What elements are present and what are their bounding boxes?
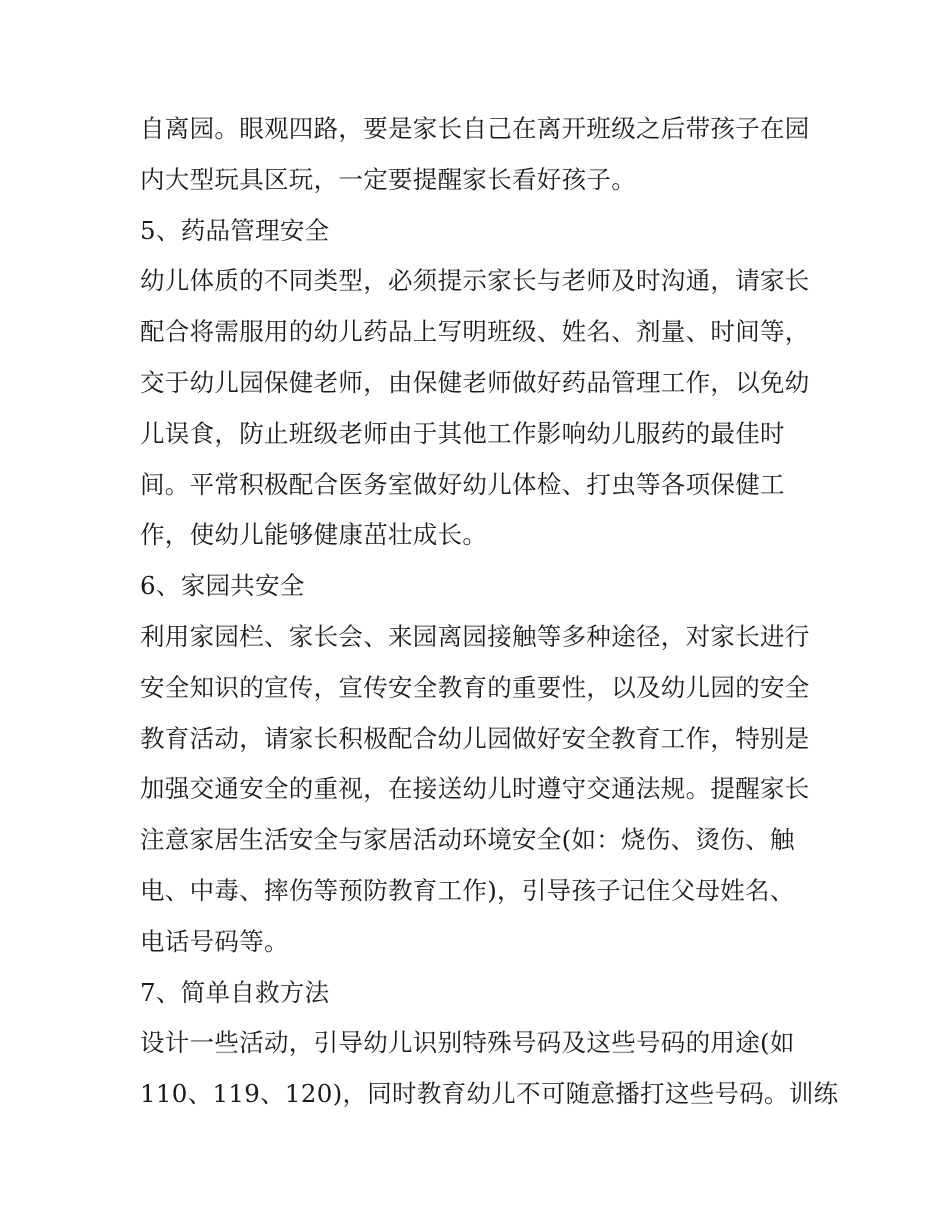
text-line: 电话号码等。 <box>140 926 289 956</box>
text-line: 幼儿体质的不同类型，必须提示家长与老师及时沟通，请家长 <box>140 266 810 296</box>
text-line: 注意家居生活安全与家居活动环境安全(如：烧伤、烫伤、触 <box>140 825 795 855</box>
text-line: 110、119、120)，同时教育幼儿不可随意播打这些号码。训练 <box>140 1079 839 1109</box>
text-line: 作，使幼儿能够健康茁壮成长。 <box>140 520 488 550</box>
text-line: 加强交通安全的重视，在接送幼儿时遵守交通法规。提醒家长 <box>140 774 810 804</box>
section-heading: 7、简单自救方法 <box>140 977 330 1007</box>
text-line: 内大型玩具区玩，一定要提醒家长看好孩子。 <box>140 164 636 194</box>
text-line: 配合将需服用的幼儿药品上写明班级、姓名、剂量、时间等， <box>140 317 810 347</box>
document-body <box>140 104 839 1120</box>
text-line: 儿误食，防止班级老师由于其他工作影响幼儿服药的最佳时 <box>140 418 785 448</box>
text-line: 自离园。眼观四路，要是家长自己在离开班级之后带孩子在园 <box>140 114 810 143</box>
text-line: 间。平常积极配合医务室做好幼儿体检、打虫等各项保健工 <box>140 469 785 499</box>
text-line: 安全知识的宣传，宣传安全教育的重要性，以及幼儿园的安全 <box>140 672 810 702</box>
text-line: 利用家园栏、家长会、来园离园接触等多种途径，对家长进行 <box>140 621 810 651</box>
section-heading: 6、家园共安全 <box>140 571 305 601</box>
text-line: 设计一些活动，引导幼儿识别特殊号码及这些号码的用途(如 <box>140 1028 795 1058</box>
text-line: 交于幼儿园保健老师，由保健老师做好药品管理工作，以免幼 <box>140 367 810 397</box>
text-line: 教育活动，请家长积极配合幼儿园做好安全教育工作，特别是 <box>140 723 810 753</box>
section-heading: 5、药品管理安全 <box>140 215 330 245</box>
text-line: 电、中毒、摔伤等预防教育工作)，引导孩子记住父母姓名、 <box>140 875 795 905</box>
